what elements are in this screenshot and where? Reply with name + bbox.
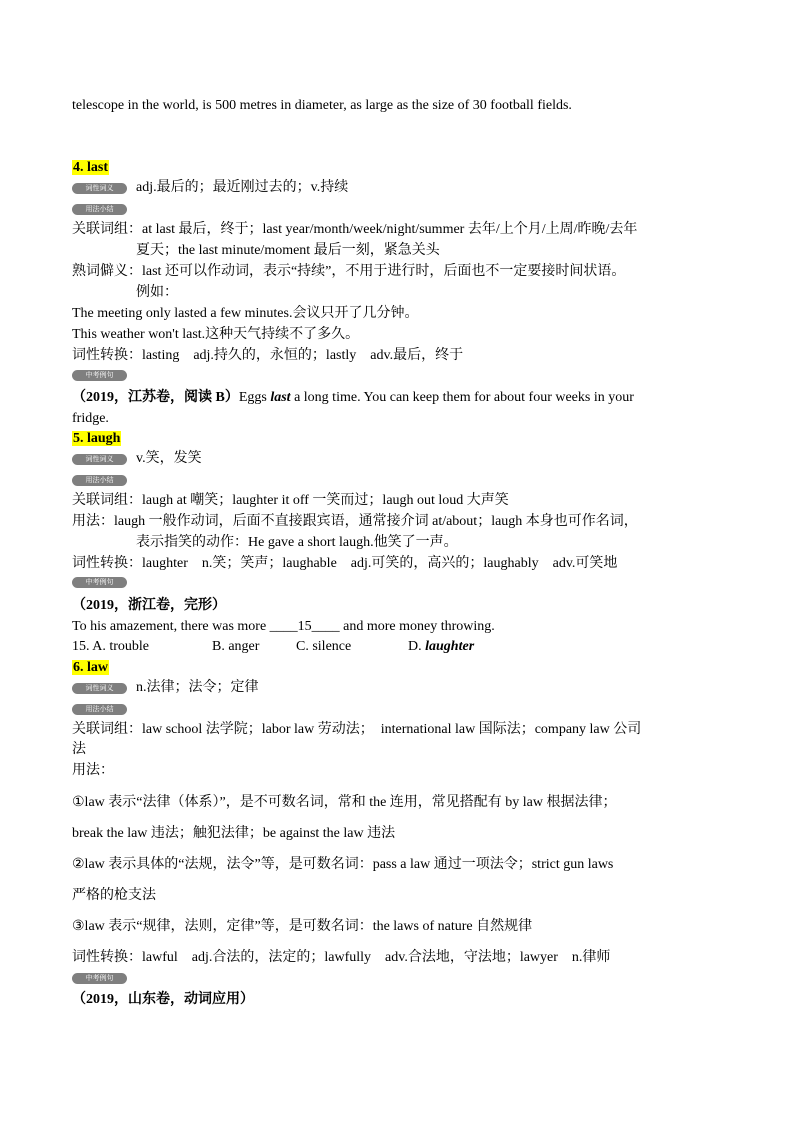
exam-example: （2019，江苏卷，阅读 B）Eggs last a long time. You can keep them for about four weeks in your [72,390,634,405]
exam-source: （2019，江苏卷，阅读 B） [72,390,239,405]
entry-title-law [72,659,109,677]
related-phrases: 关联词组：laugh at 嘲笑；laughter it off 一笑而过；laugh out loud 大声笑 [72,493,509,508]
usage-point-1-cont: break the law 违法；触犯法律；be against the law 违法 [72,826,396,841]
entry-title-laugh [72,430,121,448]
entry-title-last [72,159,109,177]
exam-example-badge: 中考例句 [72,973,127,984]
part-of-speech-badge: 词性词义 [72,683,127,694]
key-word: last [270,390,291,405]
answer-word: laughter [425,639,475,654]
option-b: B. anger [212,639,260,654]
entry-title-highlight: 4. last [73,160,108,175]
option-a: 15. A. trouble [72,639,149,654]
continued-sentence: telescope in the world, is 500 metres in diameter, as large as the size of 30 football fields. [72,98,572,113]
usage-point-3: ③law 表示“规律，法则，定律”等，是可数名词：the laws of nature 自然规律 [72,919,533,934]
entry-title-highlight: 6. law [73,660,108,675]
entry-title-highlight: 5. laugh [73,431,121,446]
related-phrases-cont: 法 [72,742,86,757]
word-form-conversion: 词性转换：lasting adj.持久的，永恒的；lastly adv.最后，终于 [72,348,464,363]
entry-meaning: n.法律；法令；定律 [136,680,259,695]
word-form-conversion: 词性转换：lawful adj.合法的，法定的；lawfully adv.合法地，守法地；lawyer n.律师 [72,950,611,965]
usage-note-cont: 例如： [136,285,178,300]
option-c: C. silence [296,639,352,654]
entry-meaning: v.笑，发笑 [136,451,202,466]
related-phrases: 关联词组：law school 法学院；labor law 劳动法； international law 国际法；company law 公司 [72,722,642,737]
example-sentence: The meeting only lasted a few minutes.会议只开了几分钟。 [72,306,419,321]
usage-summary-badge: 用法小结 [72,475,127,486]
usage-summary-badge: 用法小结 [72,704,127,715]
related-phrases: 关联词组：at last 最后，终于；last year/month/week/night/summer 去年/上个月/上周/昨晚/去年 [72,222,638,237]
entry-meaning: adj.最后的；最近刚过去的；v.持续 [136,180,349,195]
exam-example-badge: 中考例句 [72,577,127,588]
option-d: D. laughter [408,639,475,654]
part-of-speech-badge: 词性词义 [72,183,127,194]
usage-note: 熟词僻义：last 还可以作动词，表示“持续”，不用于进行时，后面也不一定要接时间状语。 [72,264,626,279]
exam-example-cont: fridge. [72,411,109,426]
usage-point-1: ①law 表示“法律（体系）”，是不可数名词，常和 the 连用，常见搭配有 by law 根据法律； [72,795,617,810]
part-of-speech-badge: 词性词义 [72,454,127,465]
word-form-conversion: 词性转换：laughter n.笑；笑声；laughable adj.可笑的，高兴的；laughably adv.可笑地 [72,556,618,571]
usage-label: 用法： [72,763,114,778]
usage-note-cont: 表示指笑的动作：He gave a short laugh.他笑了一声。 [136,535,458,550]
related-phrases-cont: 夏天；the last minute/moment 最后一刻，紧急关头 [136,243,440,258]
exam-source: （2019，浙江卷，完形） [72,598,226,613]
exam-source: （2019，山东卷，动词应用） [72,992,254,1007]
exam-example-badge: 中考例句 [72,370,127,381]
usage-point-2-cont: 严格的枪支法 [72,888,156,903]
usage-point-2: ②law 表示具体的“法规，法令”等，是可数名词：pass a law 通过一项法令；strict gun laws [72,857,614,872]
exam-sentence: To his amazement, there was more ____15____ and more money throwing. [72,619,495,634]
example-sentence: This weather won't last.这种天气持续不了多久。 [72,327,360,342]
usage-summary-badge: 用法小结 [72,204,127,215]
usage-note: 用法：laugh 一般作动词，后面不直接跟宾语，通常接介词 at/about；laugh 本身也可作名词， [72,514,638,529]
